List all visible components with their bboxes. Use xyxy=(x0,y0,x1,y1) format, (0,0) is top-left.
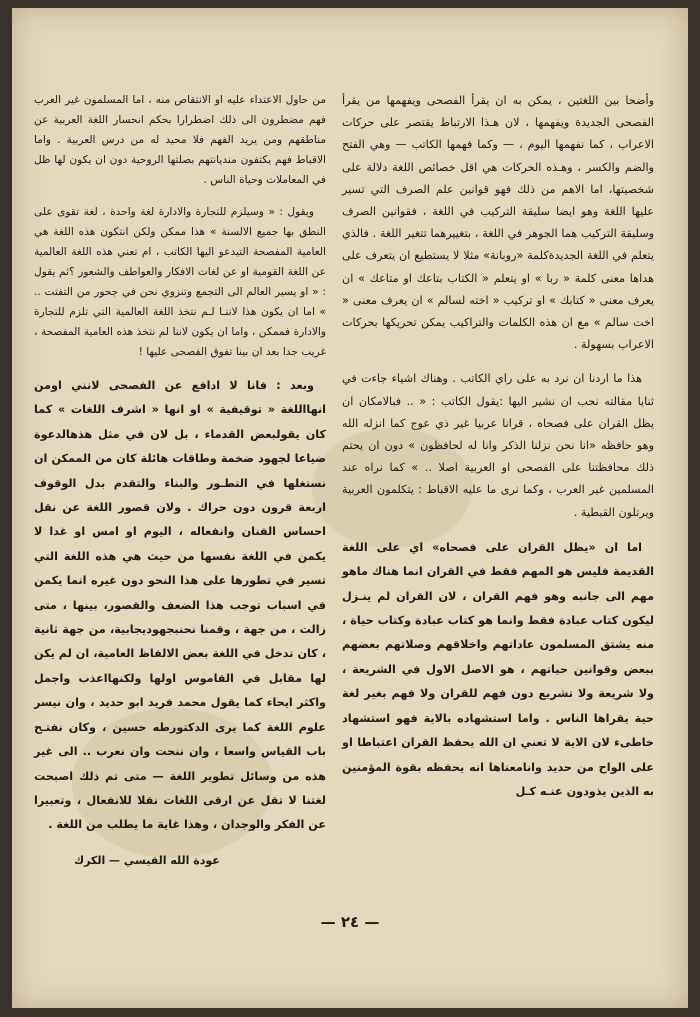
page-number: — ٢٤ — xyxy=(320,913,380,931)
left-paragraph-2: ويقول : « وسيلزم للتجارة والادارة لغة واحدة ، لغة تقوى على النطق بها جميع الالسنة » هذا ممكن ولكن انتكون هذه اللغة هي العامية المفصحة التيدعو اليها الكاتب ، ام تعني هذه اللغة العالمية عن اللغة القومية او عن لغات الافكار والعواطف والشعور ؟ثم يقول : « او يسير العالم الى التجمع وتنزوي نحن في جحور من التفتت .. » اما ان يكون هذا لاننـا لـم نتخذ اللغة العالمية التي تلزم للتجارة والادارة فممكن ، واما ان يكون لاننا لم نتخذ هذه العامية المفصحة ، غريب جدا بعد ان بينا تفوق الفصحى عليها ! xyxy=(34,206,326,358)
right-paragraph-2: هذا ما اردنا ان نرد به على راي الكاتب . وهناك اشياء جاءت في ثنايا مقالته نحب ان نشير اليها :يقول الكاتب : « .. فبالامكان ان يظل القران على فصحاه ، قرانا عربيا غير ذي عوج كما انزله الله وهو حافظه «انا نحن نزلنا الذكر وانا له لحافظون » دون ان يحتم ذلك محافظتنا على الفصحى او العربية اصلا .. » كما نراه عند المسلمين غير العرب ، وكما نرى ما عليه الاقباط : يتكلمون العربية ويرتلون القبطية . xyxy=(342,372,654,519)
document-page xyxy=(12,8,688,1008)
right-paragraph-3: اما ان «يظل القران على فصحاه» اي على اللغة القديمة فليس هو المهم فقط في القران انما هناك ماهو مهم الى جانبه وهو فهم القران ، لان القران لم ينـزل ليكون كتاب عبادة فقط وانما هو كتاب عبادة وكتاب حياة ، منه يشتق المسلمون عاداتهم واخلاقهم وصلاتهم بعضهم ببعض وقوانين حياتهم ، هو الاصل الاول في الشريعة ، ولا شريعة ولا تشريع دون فهم للقران ولا فهم بغير لغة حية يقراها الناس . واما استشهاده بالاية فهو استشهاد خاطىء لان الاية لا تعني ان الله يحفظ القران اعتباطا او على الواح من حديد وانامعناها انه يحفظه بقوة المؤمنين به الذين يذودون عنـه كـل xyxy=(342,540,654,798)
right-paragraph-1: وأضحا بين اللغتين ، يمكن به ان يقرأ الفصحى ويفهمها من يقرأ الفصحى الجديدة ويفهمها ، لان هـذا الارتباط يقتصر على حركات الاعراب ، كما نفهمها اليوم ، — وكما فهمها الكاتب — وهي الفتح والضم والكسر ، وهـذه الحركات هي اقل خصائص اللغة دلالة على شخصيتها، اما الاهم من ذلك فهو قوانين علم الصرف التي تسير عليها اللغة وهو ايضا سليقة التركيب في اللغة ، فقوانين الصرف وسليقة التركيب هما الجوهر في اللغة ، بتغييرهما تتغير اللغة . فالذي يتعلم في اللغة الجديدةكلمة «روبانة» مثلا لا يستطيع ان يتعرف على هداها معنى كلمة « ربا » او يتعلم « الكتاب بتاعك او متاعك » ان يعرف معنى « كتابك » او تركيب « اخته لسالم » ان يعرف معنى « اخت سالم » مع ان هذه الكلمات والتراكيب يمكن تحريكها بحركات الاعراب بسهولة . xyxy=(342,94,654,352)
left-column xyxy=(34,90,326,872)
author-signature: عودة الله القيسي — الكرك xyxy=(74,853,220,867)
left-paragraph-1: من حاول الاعتداء عليه او الانتقاص منه ، اما المسلمون غير العرب فهم مضطرون الى ذلك اضطرارا بحكم انحسار اللغة العربية عن مناطقهم ومن يريد الفهم فلا محيد له من درس العربية . واما الاقباط فهم يكتفون منديانتهم بصلتها الروحية دون ان يكون لها ظل في المعاملات وحياة الناس . xyxy=(34,94,326,186)
left-paragraph-3: وبعد : فانا لا ادافع عن الفصحى لانني اومن انهااللغة « توقيفية » او انها « اشرف اللغات » كما كان يقولبعض القدماء ، بل لان في مثل هذهالدعوة ضياعا لجهود ضخمة وطاقات هائلة كان من الممكن ان نستغلها في التطـور والبناء والتقدم بدل الوقوف اربعة قرون دون حراك . ولان قصور اللغة عن نقل احساس الفنان وانفعاله ، اليوم او امس او غدا لا يكمن في اللغة نفسها من حيث هي هذه اللغة التي تسير في تطورها على هذا النحو دون غيره انما يكمن في اسباب توجب هذا الضعف والقصور، بينها ، متى زالت ، من جهة ، وقمنا نحنبجهوديجابية، من جهة ثانية ، كان تدخل في اللغة بعض الالفاظ العامية، ان لم يكن لها مقابل في القاموس اولها ولكنهااعذب واجمل واكثر ايحاء كما يقول محمد فريد ابو حديد ، وان نيسر علوم اللغة كما يرى الدكتورطه حسين ، وكان نفتـح باب القياس واسعا ، وان ننحت وان نعرب .. الى غير هذه من وسائل تطوير اللغة — متى تم ذلك اصبحت لغتنا لا تقل عن ارقى اللغات نقلا للانفعال ، وتعبيرا عن الفكر والوجدان ، وهذا غاية ما يطلب من اللغة . xyxy=(34,379,326,832)
right-column xyxy=(342,90,654,816)
